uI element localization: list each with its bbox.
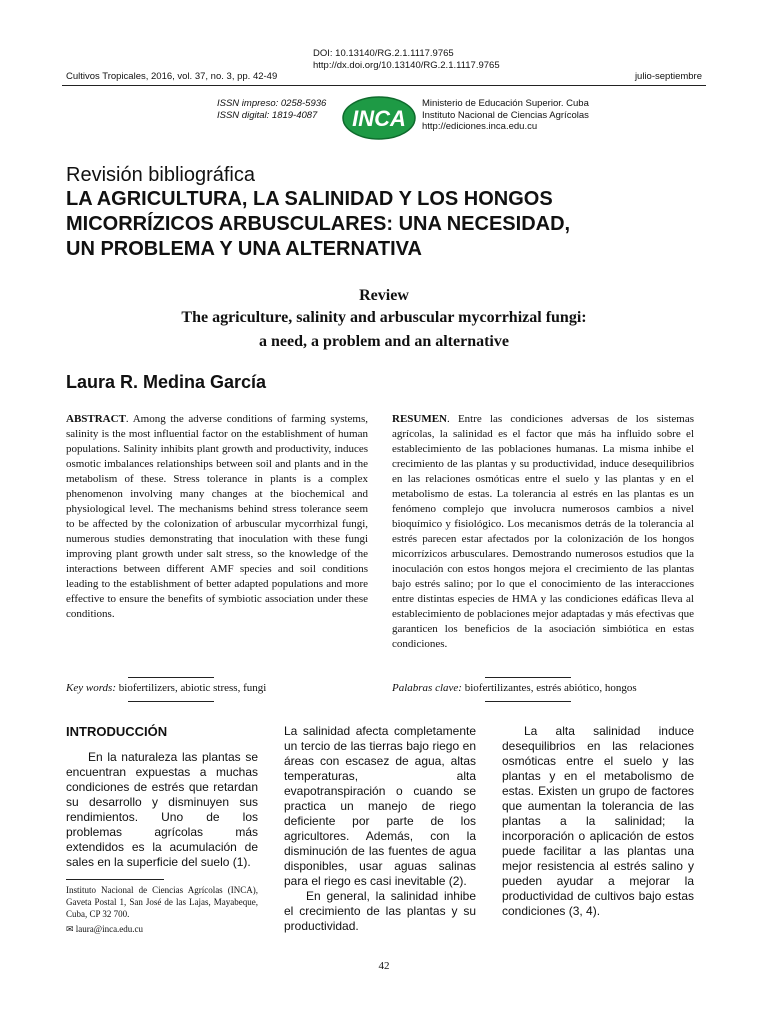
resumen-text: . Entre las condiciones adversas de los sistemas agrícolas, la salinidad es el factor que más ha influido sobre el establecimiento de las poblaciones humanas. La misma inhibe el crecimiento de las plantas y su productividad, induce desequilibrios en las relaciones osmóticas entre el suelo y las plantas y en el metabolismo de estas. La tolerancia al estrés en las plantas es un fenómeno complejo que involucra numerosos cambios a nivel bioquímico y fisiológico. Los mecanismos detrás de la tolerancia al estrés parecen estar afectados por la colonización de los hongos micorrízicos arbusculares. Demostrando numerosos estudios que la inoculación con estos hongos mejora el crecimiento de las plantas bajo estrés salino; por lo que el conocimiento de las interacciones entre distintas especies de HMA y las condiciones edáficas lleva al establecimiento de poblaciones mejor adaptadas y más efectivas que garanticen los beneficios de la asociación simbiótica en estas condiciones.	[392, 413, 694, 650]
issue-period: julio-septiembre	[634, 71, 702, 82]
author-name: Laura R. Medina García	[66, 372, 267, 392]
author-affiliation: Instituto Nacional de Ciencias Agrícolas (INCA), Gaveta Postal 1, San José de las Lajas, Mayabeque, Cuba, CP 32 700.	[66, 885, 258, 919]
title-es-line: UN PROBLEMA Y UNA ALTERNATIVA	[66, 238, 422, 260]
palabras-rule-bottom	[485, 701, 571, 702]
title-es	[66, 187, 706, 262]
doi-text: DOI: 10.13140/RG.2.1.1117.9765	[313, 48, 454, 59]
keywords-rule-top	[128, 677, 214, 678]
title-es-line: LA AGRICULTURA, LA SALINIDAD Y LOS HONGOS	[66, 188, 553, 210]
intro-heading: INTRODUCCIÓN	[66, 724, 168, 739]
keywords-list: biofertilizers, abiotic stress, fungi	[118, 682, 267, 694]
logo-text: INCA	[352, 106, 406, 131]
institute-name: Instituto Nacional de Ciencias Agrícolas	[422, 109, 589, 121]
issn-print: ISSN impreso: 0258-5936	[217, 98, 327, 109]
title-en-line: a need, a problem and an alternative	[259, 333, 509, 350]
page-number: 42	[378, 960, 390, 972]
institution-block	[422, 98, 589, 133]
envelope-icon: ✉	[66, 924, 74, 934]
palabras-list: biofertilizantes, estrés abiótico, hongos	[464, 682, 637, 694]
body-column-2	[284, 724, 476, 934]
doi-block	[313, 48, 500, 72]
keywords-rule-bottom	[128, 701, 214, 702]
issn-digital: ISSN digital: 1819-4087	[217, 110, 318, 121]
abstract-text: . Among the adverse conditions of farming systems, salinity is the most influential factor on the establishment of human populations. Salinity inhibits plant growth and productivity, induces osmotic imbalances relationships between soil and plants and in the metabolism of these. Stress tolerance in plants is a complex phenomenon involving many changes at the biochemical and physiological level. The mechanisms behind stress tolerance seem to be affected by the colonization of arbuscular mycorrhizal fungi, numerous studies demonstrating that inoculation with these fungi improving plant growth under salt stress, so the knowledge of the interactions between different AMF species and soil conditions leading to the establishment of better adapted populations and more effective to ensure the benefits of symbiotic association under these conditions.	[66, 413, 368, 620]
title-en	[0, 306, 768, 354]
ministry-name: Ministerio de Educación Superior. Cuba	[422, 98, 589, 109]
abstract-label: ABSTRACT	[66, 413, 126, 425]
palabras-rule-top	[485, 677, 571, 678]
keywords-label: Key words	[66, 682, 113, 694]
body-paragraph: En general, la salinidad inhibe el crecimiento de las plantas y su productividad.	[284, 889, 476, 933]
footnote-rule	[66, 879, 164, 880]
issn-block	[217, 98, 326, 122]
header-rule	[62, 85, 706, 86]
abstract-es	[392, 412, 694, 652]
abstract-en	[66, 412, 368, 622]
keywords-en: Key words: biofertilizers, abiotic stress, fungi	[66, 682, 267, 694]
body-column-3	[502, 724, 694, 919]
body-paragraph: La salinidad afecta completamente un tercio de las tierras bajo riego en áreas con escasez de agua, altas temperaturas, alta evapotranspiración o cuando se practica un manejo de riego deficiente por parte de los agricultores. Además, con la disminución de las fuentes de agua disponibles, usar aguas salinas para el riego es casi inevitable (2).	[284, 724, 476, 888]
journal-citation: Cultivos Tropicales, 2016, vol. 37, no. 3, pp. 42-49	[66, 71, 278, 82]
body-paragraph: En la naturaleza las plantas se encuentran expuestas a muchas condiciones de estrés que retardan su desarrollo y disminuyen sus rendimientos. Uno de los problemas agrícolas más extendidos es la acumulación de sales en la superficie del suelo (1).	[66, 750, 258, 869]
institute-url[interactable]: http://ediciones.inca.edu.cu	[422, 121, 538, 132]
body-column-1	[66, 750, 258, 870]
inca-logo	[341, 95, 417, 141]
palabras-label: Palabras clave	[392, 682, 459, 694]
body-paragraph: La alta salinidad induce desequilibrios en las relaciones osmóticas entre el suelo y las plantas y en el metabolismo de estas. Existen un grupo de factores que aumentan la tolerancia de las plantas a la salinidad; la incorporación o aplicación de estos puede facilitar a las plantas una mejor resistencia al estrés salino y pueden ayudar a mejorar la productividad de cultivos bajo estas condiciones (3, 4).	[502, 724, 694, 918]
section-label-en: Review	[359, 287, 409, 304]
title-en-line: The agriculture, salinity and arbuscular mycorrhizal fungi:	[181, 309, 587, 326]
email-address[interactable]: laura@inca.edu.cu	[75, 924, 144, 934]
title-es-line: MICORRÍZICOS ARBUSCULARES: UNA NECESIDAD,	[66, 213, 571, 235]
doi-link[interactable]: http://dx.doi.org/10.13140/RG.2.1.1117.9765	[313, 60, 500, 71]
author-email	[66, 924, 143, 935]
keywords-es: Palabras clave: biofertilizantes, estrés abiótico, hongos	[392, 682, 637, 694]
resumen-label: RESUMEN	[392, 413, 448, 425]
section-label-es: Revisión bibliográfica	[66, 164, 255, 186]
